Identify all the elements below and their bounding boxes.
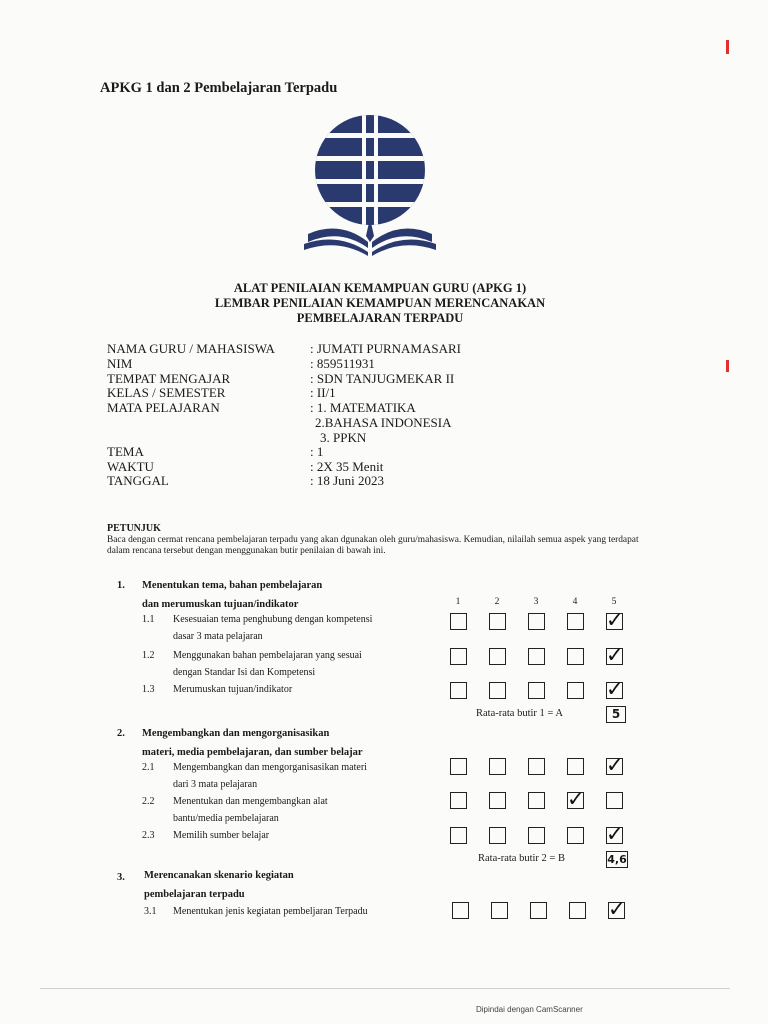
score-box-5[interactable] bbox=[606, 822, 624, 846]
item-text: Kesesuaian tema penghubung dengan kompetensi dasar 3 mata pelajaran bbox=[173, 614, 373, 642]
score-box-1[interactable] bbox=[450, 613, 467, 630]
section-title: Menentukan tema, bahan pembelajaran dan merumuskan tujuan/indikator bbox=[142, 580, 323, 610]
item-number: 3.1 bbox=[144, 906, 157, 917]
tempat-value: : SDN TANJUGMEKAR II bbox=[310, 371, 455, 386]
scale-number: 5 bbox=[611, 597, 617, 607]
kelas-label: KELAS / SEMESTER bbox=[107, 385, 226, 400]
item-number: 1.1 bbox=[142, 614, 155, 625]
checkmark-icon: ✓ bbox=[567, 787, 585, 811]
average-value: 5 bbox=[606, 706, 626, 723]
item-text: Menentukan dan mengembangkan alat bantu/media pembelajaran bbox=[173, 796, 328, 824]
score-box-4[interactable] bbox=[567, 787, 585, 811]
instructions-heading: PETUNJUK bbox=[107, 523, 161, 534]
score-box-4[interactable] bbox=[567, 613, 584, 630]
score-box-3[interactable] bbox=[528, 827, 545, 844]
score-box-5[interactable] bbox=[606, 608, 624, 632]
section-number: 3. bbox=[117, 872, 125, 883]
instructions-text: Baca dengan cermat rencana pembelajaran terpadu yang akan dgunakan oleh guru/mahasiswa. Kemudian, nilailah semua aspek yang terdapat dalam rencana tersebut dengan menggunakan butir penilaian di bawah ini. bbox=[107, 535, 639, 556]
scale-number: 1 bbox=[455, 597, 461, 607]
tema-label: TEMA bbox=[107, 444, 144, 459]
item-text: Menggunakan bahan pembelajaran yang sesuai dengan Standar Isi dan Kompetensi bbox=[173, 650, 362, 678]
scanner-watermark: Dipindai dengan CamScanner bbox=[476, 1005, 583, 1014]
average-label: Rata-rata butir 1 = A bbox=[476, 708, 563, 719]
checkmark-icon: ✓ bbox=[608, 897, 626, 921]
score-box-3[interactable] bbox=[528, 682, 545, 699]
nama-label: NAMA GURU / MAHASISWA bbox=[107, 341, 275, 356]
score-box-3[interactable] bbox=[528, 792, 545, 809]
score-box-4[interactable] bbox=[567, 827, 584, 844]
section-number: 2. bbox=[117, 728, 125, 739]
tanggal-value: : 18 Juni 2023 bbox=[310, 473, 385, 488]
waktu-label: WAKTU bbox=[107, 459, 154, 474]
item-text: Menentukan jenis kegiatan pembeljaran Terpadu bbox=[173, 906, 368, 917]
score-box-4[interactable] bbox=[567, 682, 584, 699]
score-box-4[interactable] bbox=[569, 902, 586, 919]
kelas-value: : II/1 bbox=[310, 385, 336, 400]
item-number: 2.1 bbox=[142, 762, 155, 773]
score-box-3[interactable] bbox=[528, 758, 545, 775]
scan-edge-line bbox=[40, 988, 730, 989]
score-box-1[interactable] bbox=[450, 758, 467, 775]
item-number: 2.2 bbox=[142, 796, 155, 807]
score-box-4[interactable] bbox=[567, 758, 584, 775]
institution-logo-icon bbox=[300, 112, 440, 258]
form-title-line: LEMBAR PENILAIAN KEMAMPUAN MERENCANAKAN bbox=[214, 296, 546, 310]
section-number: 1. bbox=[117, 580, 125, 591]
score-box-2[interactable] bbox=[489, 758, 506, 775]
tema-value: : 1 bbox=[310, 444, 324, 459]
checkmark-icon: ✓ bbox=[606, 608, 624, 632]
scale-number: 2 bbox=[494, 597, 500, 607]
mapel-label: MATA PELAJARAN bbox=[107, 400, 220, 415]
score-box-2[interactable] bbox=[489, 792, 506, 809]
tanggal-label: TANGGAL bbox=[107, 473, 169, 488]
checkmark-icon: ✓ bbox=[606, 677, 624, 701]
mapel-value-3: 3. PPKN bbox=[320, 430, 367, 445]
item-text: Mengembangkan dan mengorganisasikan materi dari 3 mata pelajaran bbox=[173, 762, 367, 790]
average-value: 4,6 bbox=[607, 853, 627, 866]
average-label: Rata-rata butir 2 = B bbox=[478, 853, 565, 864]
score-box-1[interactable] bbox=[450, 827, 467, 844]
scale-number: 3 bbox=[533, 597, 539, 607]
checkmark-icon: ✓ bbox=[606, 753, 624, 777]
form-title bbox=[150, 281, 610, 326]
score-box-4[interactable] bbox=[567, 648, 584, 665]
score-box-5[interactable] bbox=[606, 643, 624, 667]
score-box-2[interactable] bbox=[489, 613, 506, 630]
scale-number: 4 bbox=[572, 597, 578, 607]
tempat-label: TEMPAT MENGAJAR bbox=[107, 371, 231, 386]
score-box-1[interactable] bbox=[450, 682, 467, 699]
nama-value: : JUMATI PURNAMASARI bbox=[310, 341, 461, 356]
waktu-value: : 2X 35 Menit bbox=[310, 459, 384, 474]
score-box-5[interactable] bbox=[606, 753, 624, 777]
document-heading: APKG 1 dan 2 Pembelajaran Terpadu bbox=[100, 80, 338, 96]
score-box-3[interactable] bbox=[528, 613, 545, 630]
score-box-2[interactable] bbox=[489, 648, 506, 665]
score-box-2[interactable] bbox=[489, 682, 506, 699]
checkmark-icon: ✓ bbox=[606, 643, 624, 667]
score-box-1[interactable] bbox=[450, 792, 467, 809]
item-number: 1.2 bbox=[142, 650, 155, 661]
mapel-value: : 1. MATEMATIKA bbox=[310, 400, 416, 415]
section-title: Merencanakan skenario kegiatan pembelajaran terpadu bbox=[144, 870, 294, 900]
form-title-line: PEMBELAJARAN TERPADU bbox=[296, 311, 464, 325]
score-box-1[interactable] bbox=[452, 902, 469, 919]
mapel-value-2: 2.BAHASA INDONESIA bbox=[315, 415, 452, 430]
scan-edge-mark bbox=[726, 40, 729, 54]
form-title-line: ALAT PENILAIAN KEMAMPUAN GURU (APKG 1) bbox=[233, 281, 527, 295]
item-number: 2.3 bbox=[142, 830, 155, 841]
checkmark-icon: ✓ bbox=[606, 822, 624, 846]
score-box-1[interactable] bbox=[450, 648, 467, 665]
scan-edge-mark bbox=[726, 360, 729, 372]
score-box-5[interactable] bbox=[606, 677, 624, 701]
nim-label: NIM bbox=[107, 356, 133, 371]
score-box-2[interactable] bbox=[489, 827, 506, 844]
nim-value: : 859511931 bbox=[310, 356, 375, 371]
score-box-2[interactable] bbox=[491, 902, 508, 919]
score-box-3[interactable] bbox=[530, 902, 547, 919]
score-box-3[interactable] bbox=[528, 648, 545, 665]
item-text: Merumuskan tujuan/indikator bbox=[173, 684, 293, 695]
item-number: 1.3 bbox=[142, 684, 155, 695]
section-title: Mengembangkan dan mengorganisasikan materi, media pembelajaran, dan sumber belajar bbox=[142, 728, 363, 758]
item-text: Memilih sumber belajar bbox=[173, 830, 270, 841]
score-box-5[interactable] bbox=[608, 897, 626, 921]
score-box-5[interactable] bbox=[606, 792, 623, 809]
